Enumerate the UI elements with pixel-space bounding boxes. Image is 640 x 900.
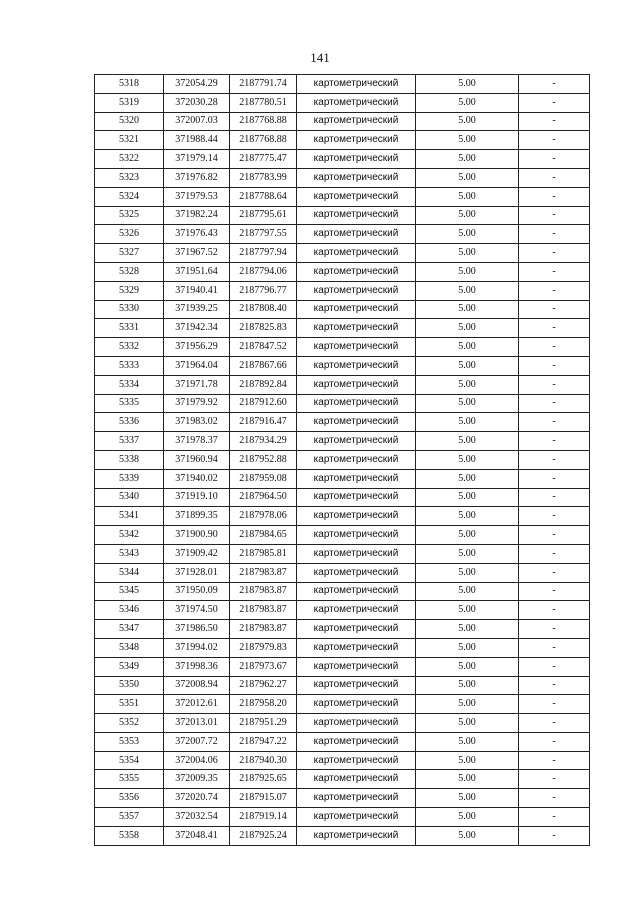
accuracy-cell: 5.00 bbox=[416, 206, 519, 225]
x-coordinate-cell: 371976.82 bbox=[164, 168, 230, 187]
method-cell: картометрический bbox=[297, 206, 416, 225]
x-coordinate-cell: 371940.41 bbox=[164, 281, 230, 300]
method-cell: картометрический bbox=[297, 732, 416, 751]
method-cell: картометрический bbox=[297, 488, 416, 507]
x-coordinate-cell: 371919.10 bbox=[164, 488, 230, 507]
accuracy-cell: 5.00 bbox=[416, 413, 519, 432]
x-coordinate-cell: 371979.14 bbox=[164, 150, 230, 169]
description-cell: - bbox=[519, 544, 590, 563]
y-coordinate-cell: 2187780.51 bbox=[230, 93, 297, 112]
x-coordinate-cell: 371988.44 bbox=[164, 131, 230, 150]
x-coordinate-cell: 372048.41 bbox=[164, 826, 230, 845]
point-number-cell: 5350 bbox=[95, 676, 164, 695]
y-coordinate-cell: 2187973.67 bbox=[230, 657, 297, 676]
accuracy-cell: 5.00 bbox=[416, 432, 519, 451]
description-cell: - bbox=[519, 488, 590, 507]
x-coordinate-cell: 371900.90 bbox=[164, 526, 230, 545]
y-coordinate-cell: 2187979.83 bbox=[230, 638, 297, 657]
accuracy-cell: 5.00 bbox=[416, 262, 519, 281]
method-cell: картометрический bbox=[297, 356, 416, 375]
point-number-cell: 5328 bbox=[95, 262, 164, 281]
method-cell: картометрический bbox=[297, 469, 416, 488]
description-cell: - bbox=[519, 112, 590, 131]
method-cell: картометрический bbox=[297, 244, 416, 263]
y-coordinate-cell: 2187983.87 bbox=[230, 601, 297, 620]
table-row bbox=[95, 808, 590, 827]
table-row bbox=[95, 826, 590, 845]
accuracy-cell: 5.00 bbox=[416, 676, 519, 695]
accuracy-cell: 5.00 bbox=[416, 488, 519, 507]
table-row bbox=[95, 338, 590, 357]
description-cell: - bbox=[519, 75, 590, 94]
point-number-cell: 5323 bbox=[95, 168, 164, 187]
y-coordinate-cell: 2187925.65 bbox=[230, 770, 297, 789]
page-number: 141 bbox=[310, 50, 330, 65]
method-cell: картометрический bbox=[297, 168, 416, 187]
method-cell: картометрический bbox=[297, 620, 416, 639]
method-cell: картометрический bbox=[297, 638, 416, 657]
description-cell: - bbox=[519, 432, 590, 451]
method-cell: картометрический bbox=[297, 262, 416, 281]
accuracy-cell: 5.00 bbox=[416, 714, 519, 733]
accuracy-cell: 5.00 bbox=[416, 563, 519, 582]
y-coordinate-cell: 2187925.24 bbox=[230, 826, 297, 845]
description-cell: - bbox=[519, 394, 590, 413]
accuracy-cell: 5.00 bbox=[416, 620, 519, 639]
description-cell: - bbox=[519, 450, 590, 469]
x-coordinate-cell: 371939.25 bbox=[164, 300, 230, 319]
description-cell: - bbox=[519, 751, 590, 770]
accuracy-cell: 5.00 bbox=[416, 526, 519, 545]
method-cell: картометрический bbox=[297, 544, 416, 563]
description-cell: - bbox=[519, 563, 590, 582]
accuracy-cell: 5.00 bbox=[416, 187, 519, 206]
table-row bbox=[95, 695, 590, 714]
method-cell: картометрический bbox=[297, 75, 416, 94]
point-number-cell: 5322 bbox=[95, 150, 164, 169]
accuracy-cell: 5.00 bbox=[416, 93, 519, 112]
description-cell: - bbox=[519, 507, 590, 526]
accuracy-cell: 5.00 bbox=[416, 808, 519, 827]
method-cell: картометрический bbox=[297, 450, 416, 469]
table-row bbox=[95, 544, 590, 563]
description-cell: - bbox=[519, 244, 590, 263]
x-coordinate-cell: 372032.54 bbox=[164, 808, 230, 827]
method-cell: картометрический bbox=[297, 751, 416, 770]
x-coordinate-cell: 371909.42 bbox=[164, 544, 230, 563]
description-cell: - bbox=[519, 582, 590, 601]
description-cell: - bbox=[519, 319, 590, 338]
table-row bbox=[95, 319, 590, 338]
description-cell: - bbox=[519, 93, 590, 112]
y-coordinate-cell: 2187825.83 bbox=[230, 319, 297, 338]
description-cell: - bbox=[519, 695, 590, 714]
description-cell: - bbox=[519, 262, 590, 281]
method-cell: картометрический bbox=[297, 507, 416, 526]
accuracy-cell: 5.00 bbox=[416, 826, 519, 845]
table-row bbox=[95, 582, 590, 601]
accuracy-cell: 5.00 bbox=[416, 319, 519, 338]
coordinates-table-body bbox=[95, 75, 590, 846]
description-cell: - bbox=[519, 300, 590, 319]
point-number-cell: 5324 bbox=[95, 187, 164, 206]
y-coordinate-cell: 2187984.65 bbox=[230, 526, 297, 545]
point-number-cell: 5339 bbox=[95, 469, 164, 488]
description-cell: - bbox=[519, 808, 590, 827]
method-cell: картометрический bbox=[297, 657, 416, 676]
accuracy-cell: 5.00 bbox=[416, 657, 519, 676]
point-number-cell: 5332 bbox=[95, 338, 164, 357]
accuracy-cell: 5.00 bbox=[416, 638, 519, 657]
point-number-cell: 5327 bbox=[95, 244, 164, 263]
point-number-cell: 5335 bbox=[95, 394, 164, 413]
table-row bbox=[95, 244, 590, 263]
description-cell: - bbox=[519, 187, 590, 206]
accuracy-cell: 5.00 bbox=[416, 695, 519, 714]
x-coordinate-cell: 371950.09 bbox=[164, 582, 230, 601]
x-coordinate-cell: 371983.02 bbox=[164, 413, 230, 432]
table-row bbox=[95, 394, 590, 413]
table-row bbox=[95, 676, 590, 695]
x-coordinate-cell: 371940.02 bbox=[164, 469, 230, 488]
method-cell: картометрический bbox=[297, 112, 416, 131]
accuracy-cell: 5.00 bbox=[416, 281, 519, 300]
y-coordinate-cell: 2187795.61 bbox=[230, 206, 297, 225]
x-coordinate-cell: 372020.74 bbox=[164, 789, 230, 808]
table-row bbox=[95, 206, 590, 225]
table-row bbox=[95, 281, 590, 300]
point-number-cell: 5318 bbox=[95, 75, 164, 94]
y-coordinate-cell: 2187768.88 bbox=[230, 112, 297, 131]
y-coordinate-cell: 2187797.55 bbox=[230, 225, 297, 244]
point-number-cell: 5331 bbox=[95, 319, 164, 338]
description-cell: - bbox=[519, 714, 590, 733]
accuracy-cell: 5.00 bbox=[416, 375, 519, 394]
y-coordinate-cell: 2187985.81 bbox=[230, 544, 297, 563]
accuracy-cell: 5.00 bbox=[416, 300, 519, 319]
y-coordinate-cell: 2187951.29 bbox=[230, 714, 297, 733]
table-row bbox=[95, 450, 590, 469]
table-row bbox=[95, 150, 590, 169]
accuracy-cell: 5.00 bbox=[416, 732, 519, 751]
point-number-cell: 5319 bbox=[95, 93, 164, 112]
y-coordinate-cell: 2187952.88 bbox=[230, 450, 297, 469]
description-cell: - bbox=[519, 601, 590, 620]
point-number-cell: 5343 bbox=[95, 544, 164, 563]
point-number-cell: 5329 bbox=[95, 281, 164, 300]
point-number-cell: 5353 bbox=[95, 732, 164, 751]
x-coordinate-cell: 372012.61 bbox=[164, 695, 230, 714]
method-cell: картометрический bbox=[297, 375, 416, 394]
y-coordinate-cell: 2187794.06 bbox=[230, 262, 297, 281]
description-cell: - bbox=[519, 150, 590, 169]
table-row bbox=[95, 488, 590, 507]
y-coordinate-cell: 2187983.87 bbox=[230, 582, 297, 601]
point-number-cell: 5348 bbox=[95, 638, 164, 657]
description-cell: - bbox=[519, 789, 590, 808]
x-coordinate-cell: 371974.50 bbox=[164, 601, 230, 620]
y-coordinate-cell: 2187983.87 bbox=[230, 563, 297, 582]
y-coordinate-cell: 2187775.47 bbox=[230, 150, 297, 169]
point-number-cell: 5358 bbox=[95, 826, 164, 845]
point-number-cell: 5342 bbox=[95, 526, 164, 545]
y-coordinate-cell: 2187958.20 bbox=[230, 695, 297, 714]
method-cell: картометрический bbox=[297, 826, 416, 845]
accuracy-cell: 5.00 bbox=[416, 394, 519, 413]
accuracy-cell: 5.00 bbox=[416, 469, 519, 488]
table-row bbox=[95, 638, 590, 657]
y-coordinate-cell: 2187808.40 bbox=[230, 300, 297, 319]
x-coordinate-cell: 372008.94 bbox=[164, 676, 230, 695]
y-coordinate-cell: 2187915.07 bbox=[230, 789, 297, 808]
table-row bbox=[95, 751, 590, 770]
x-coordinate-cell: 371971.78 bbox=[164, 375, 230, 394]
x-coordinate-cell: 371960.94 bbox=[164, 450, 230, 469]
table-row bbox=[95, 620, 590, 639]
table-row bbox=[95, 714, 590, 733]
point-number-cell: 5330 bbox=[95, 300, 164, 319]
accuracy-cell: 5.00 bbox=[416, 356, 519, 375]
method-cell: картометрический bbox=[297, 526, 416, 545]
method-cell: картометрический bbox=[297, 601, 416, 620]
method-cell: картометрический bbox=[297, 714, 416, 733]
table-row bbox=[95, 732, 590, 751]
table-row bbox=[95, 262, 590, 281]
y-coordinate-cell: 2187791.74 bbox=[230, 75, 297, 94]
point-number-cell: 5349 bbox=[95, 657, 164, 676]
x-coordinate-cell: 371978.37 bbox=[164, 432, 230, 451]
table-row bbox=[95, 75, 590, 94]
accuracy-cell: 5.00 bbox=[416, 131, 519, 150]
point-number-cell: 5320 bbox=[95, 112, 164, 131]
x-coordinate-cell: 371998.36 bbox=[164, 657, 230, 676]
x-coordinate-cell: 372030.28 bbox=[164, 93, 230, 112]
coordinates-table bbox=[94, 74, 590, 846]
table-row bbox=[95, 300, 590, 319]
description-cell: - bbox=[519, 638, 590, 657]
table-row bbox=[95, 413, 590, 432]
description-cell: - bbox=[519, 826, 590, 845]
point-number-cell: 5357 bbox=[95, 808, 164, 827]
point-number-cell: 5354 bbox=[95, 751, 164, 770]
description-cell: - bbox=[519, 225, 590, 244]
x-coordinate-cell: 371967.52 bbox=[164, 244, 230, 263]
method-cell: картометрический bbox=[297, 150, 416, 169]
point-number-cell: 5347 bbox=[95, 620, 164, 639]
y-coordinate-cell: 2187919.14 bbox=[230, 808, 297, 827]
table-row bbox=[95, 432, 590, 451]
table-row bbox=[95, 131, 590, 150]
y-coordinate-cell: 2187867.66 bbox=[230, 356, 297, 375]
point-number-cell: 5355 bbox=[95, 770, 164, 789]
point-number-cell: 5338 bbox=[95, 450, 164, 469]
y-coordinate-cell: 2187847.52 bbox=[230, 338, 297, 357]
method-cell: картометрический bbox=[297, 808, 416, 827]
y-coordinate-cell: 2187796.77 bbox=[230, 281, 297, 300]
description-cell: - bbox=[519, 469, 590, 488]
y-coordinate-cell: 2187892.84 bbox=[230, 375, 297, 394]
method-cell: картометрический bbox=[297, 225, 416, 244]
method-cell: картометрический bbox=[297, 770, 416, 789]
point-number-cell: 5344 bbox=[95, 563, 164, 582]
method-cell: картометрический bbox=[297, 187, 416, 206]
point-number-cell: 5341 bbox=[95, 507, 164, 526]
accuracy-cell: 5.00 bbox=[416, 507, 519, 526]
description-cell: - bbox=[519, 281, 590, 300]
table-row bbox=[95, 93, 590, 112]
y-coordinate-cell: 2187912.60 bbox=[230, 394, 297, 413]
y-coordinate-cell: 2187947.22 bbox=[230, 732, 297, 751]
method-cell: картометрический bbox=[297, 676, 416, 695]
table-row bbox=[95, 469, 590, 488]
y-coordinate-cell: 2187978.06 bbox=[230, 507, 297, 526]
y-coordinate-cell: 2187962.27 bbox=[230, 676, 297, 695]
point-number-cell: 5337 bbox=[95, 432, 164, 451]
table-row bbox=[95, 789, 590, 808]
table-row bbox=[95, 112, 590, 131]
x-coordinate-cell: 371994.02 bbox=[164, 638, 230, 657]
description-cell: - bbox=[519, 657, 590, 676]
x-coordinate-cell: 371928.01 bbox=[164, 563, 230, 582]
x-coordinate-cell: 372009.35 bbox=[164, 770, 230, 789]
table-row bbox=[95, 657, 590, 676]
accuracy-cell: 5.00 bbox=[416, 770, 519, 789]
x-coordinate-cell: 371982.24 bbox=[164, 206, 230, 225]
x-coordinate-cell: 371951.64 bbox=[164, 262, 230, 281]
y-coordinate-cell: 2187788.64 bbox=[230, 187, 297, 206]
description-cell: - bbox=[519, 338, 590, 357]
method-cell: картометрический bbox=[297, 394, 416, 413]
accuracy-cell: 5.00 bbox=[416, 168, 519, 187]
method-cell: картометрический bbox=[297, 413, 416, 432]
x-coordinate-cell: 371964.04 bbox=[164, 356, 230, 375]
point-number-cell: 5321 bbox=[95, 131, 164, 150]
x-coordinate-cell: 371976.43 bbox=[164, 225, 230, 244]
x-coordinate-cell: 371979.53 bbox=[164, 187, 230, 206]
method-cell: картометрический bbox=[297, 432, 416, 451]
y-coordinate-cell: 2187964.50 bbox=[230, 488, 297, 507]
accuracy-cell: 5.00 bbox=[416, 112, 519, 131]
method-cell: картометрический bbox=[297, 281, 416, 300]
method-cell: картометрический bbox=[297, 563, 416, 582]
method-cell: картометрический bbox=[297, 338, 416, 357]
x-coordinate-cell: 371979.92 bbox=[164, 394, 230, 413]
table-row bbox=[95, 770, 590, 789]
description-cell: - bbox=[519, 168, 590, 187]
accuracy-cell: 5.00 bbox=[416, 751, 519, 770]
table-row bbox=[95, 187, 590, 206]
table-row bbox=[95, 375, 590, 394]
point-number-cell: 5345 bbox=[95, 582, 164, 601]
table-row bbox=[95, 507, 590, 526]
accuracy-cell: 5.00 bbox=[416, 789, 519, 808]
x-coordinate-cell: 372013.01 bbox=[164, 714, 230, 733]
x-coordinate-cell: 371956.29 bbox=[164, 338, 230, 357]
accuracy-cell: 5.00 bbox=[416, 601, 519, 620]
accuracy-cell: 5.00 bbox=[416, 338, 519, 357]
x-coordinate-cell: 372054.29 bbox=[164, 75, 230, 94]
method-cell: картометрический bbox=[297, 93, 416, 112]
x-coordinate-cell: 371899.35 bbox=[164, 507, 230, 526]
point-number-cell: 5356 bbox=[95, 789, 164, 808]
point-number-cell: 5336 bbox=[95, 413, 164, 432]
description-cell: - bbox=[519, 676, 590, 695]
method-cell: картометрический bbox=[297, 582, 416, 601]
x-coordinate-cell: 371942.34 bbox=[164, 319, 230, 338]
y-coordinate-cell: 2187783.99 bbox=[230, 168, 297, 187]
accuracy-cell: 5.00 bbox=[416, 450, 519, 469]
x-coordinate-cell: 371986.50 bbox=[164, 620, 230, 639]
table-row bbox=[95, 601, 590, 620]
point-number-cell: 5340 bbox=[95, 488, 164, 507]
description-cell: - bbox=[519, 620, 590, 639]
accuracy-cell: 5.00 bbox=[416, 244, 519, 263]
description-cell: - bbox=[519, 131, 590, 150]
table-row bbox=[95, 356, 590, 375]
accuracy-cell: 5.00 bbox=[416, 582, 519, 601]
y-coordinate-cell: 2187934.29 bbox=[230, 432, 297, 451]
point-number-cell: 5333 bbox=[95, 356, 164, 375]
method-cell: картометрический bbox=[297, 131, 416, 150]
x-coordinate-cell: 372007.72 bbox=[164, 732, 230, 751]
y-coordinate-cell: 2187768.88 bbox=[230, 131, 297, 150]
accuracy-cell: 5.00 bbox=[416, 544, 519, 563]
y-coordinate-cell: 2187916.47 bbox=[230, 413, 297, 432]
y-coordinate-cell: 2187797.94 bbox=[230, 244, 297, 263]
description-cell: - bbox=[519, 770, 590, 789]
description-cell: - bbox=[519, 526, 590, 545]
table-row bbox=[95, 225, 590, 244]
accuracy-cell: 5.00 bbox=[416, 225, 519, 244]
x-coordinate-cell: 372007.03 bbox=[164, 112, 230, 131]
y-coordinate-cell: 2187959.08 bbox=[230, 469, 297, 488]
description-cell: - bbox=[519, 732, 590, 751]
point-number-cell: 5351 bbox=[95, 695, 164, 714]
method-cell: картометрический bbox=[297, 319, 416, 338]
point-number-cell: 5325 bbox=[95, 206, 164, 225]
point-number-cell: 5334 bbox=[95, 375, 164, 394]
point-number-cell: 5326 bbox=[95, 225, 164, 244]
accuracy-cell: 5.00 bbox=[416, 150, 519, 169]
method-cell: картометрический bbox=[297, 300, 416, 319]
table-row bbox=[95, 168, 590, 187]
table-row bbox=[95, 563, 590, 582]
description-cell: - bbox=[519, 206, 590, 225]
method-cell: картометрический bbox=[297, 695, 416, 714]
point-number-cell: 5352 bbox=[95, 714, 164, 733]
description-cell: - bbox=[519, 375, 590, 394]
description-cell: - bbox=[519, 413, 590, 432]
x-coordinate-cell: 372004.06 bbox=[164, 751, 230, 770]
method-cell: картометрический bbox=[297, 789, 416, 808]
table-row bbox=[95, 526, 590, 545]
accuracy-cell: 5.00 bbox=[416, 75, 519, 94]
description-cell: - bbox=[519, 356, 590, 375]
y-coordinate-cell: 2187983.87 bbox=[230, 620, 297, 639]
point-number-cell: 5346 bbox=[95, 601, 164, 620]
y-coordinate-cell: 2187940.30 bbox=[230, 751, 297, 770]
